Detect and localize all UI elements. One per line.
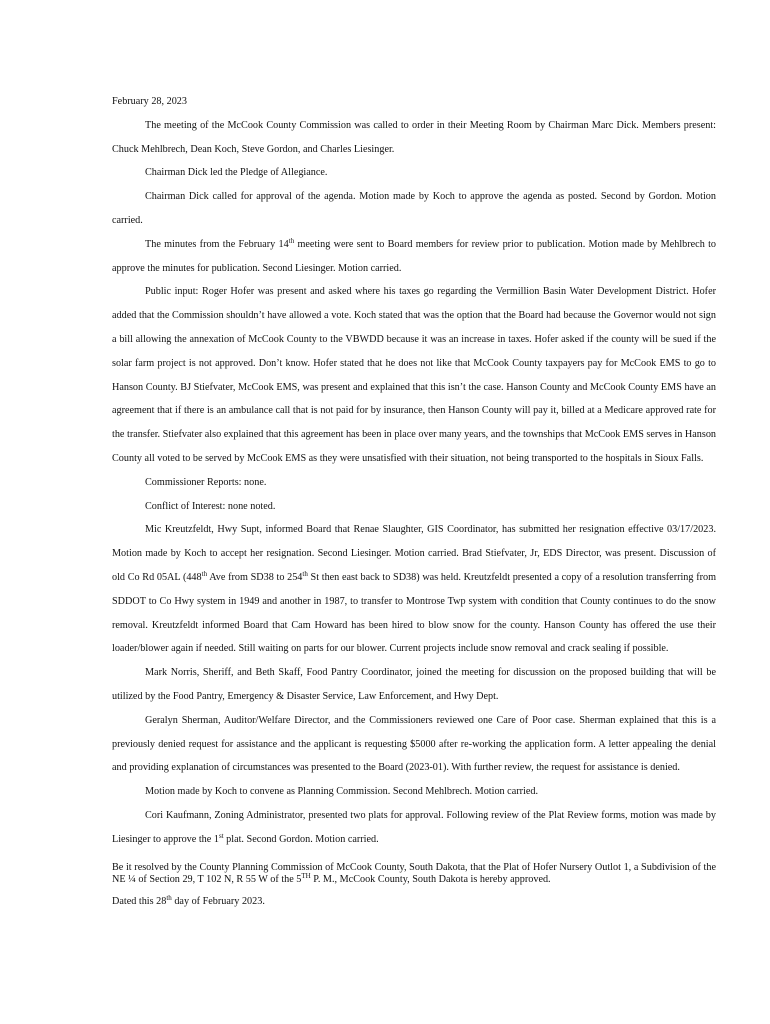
text-segment: plat. Second Gordon. Motion carried.: [223, 833, 379, 845]
superscript: th: [288, 236, 295, 245]
superscript: TH: [301, 871, 311, 880]
text-segment: meeting were sent to Board members for review prior to publication. Motion made by Mehlbrech to approve the minutes for publication. Second Liesinger. Motion carried.: [112, 238, 716, 274]
superscript: st: [218, 831, 224, 840]
paragraph-planning-commission: Motion made by Koch to convene as Planning Commission. Second Mehlbrech. Motion carried.: [145, 786, 538, 798]
paragraph-plats: [112, 804, 716, 852]
superscript: th: [201, 569, 208, 578]
paragraph-call-to-order: The meeting of the McCook County Commission was called to order in their Meeting Room by Chairman Marc Dick. Members present: Chuck Mehlbrech, Dean Koch, Steve Gordon, and Charles Liesinger.: [112, 119, 716, 155]
text-segment: P. M., McCook County, South Dakota is hereby approved.: [310, 873, 551, 885]
paragraph-food-pantry: Mark Norris, Sheriff, and Beth Skaff, Food Pantry Coordinator, joined the meeting for discussion on the proposed building that will be utilized by the Food Pantry, Emergency & Disaster Service, Law Enforcement, and Hwy Dept.: [112, 667, 716, 702]
paragraph-commissioner-reports: Commissioner Reports: none.: [145, 476, 267, 488]
text-segment: day of February 2023.: [171, 895, 265, 907]
superscript: th: [302, 569, 308, 578]
paragraph-pledge: Chairman Dick led the Pledge of Allegiance.: [145, 167, 328, 179]
paragraph-minutes: [112, 233, 716, 281]
dated-line: [112, 893, 716, 908]
paragraph-agenda: Chairman Dick called for approval of the agenda. Motion made by Koch to approve the agenda as posted. Second by Gordon. Motion carried.: [112, 191, 716, 226]
meeting-date: February 28, 2023: [112, 96, 187, 107]
paragraph-highway: [112, 518, 716, 661]
text-segment: St then east back to SD38) was held. Kreutzfeldt presented a copy of a resolution transferring from SDDOT to Co Hwy system in 1949 and another in 1987, to transfer to Montrose Twp system with condition that County continues to do the snow removal. Kreutzfeldt informed Board that Cam Howard has been hired to blow snow for the county. Hanson County has offered the use their loader/blower again if needed. Still waiting on parts for our blower. Current projects include snow removal and crack sealing if possible.: [112, 571, 716, 655]
text-segment: Mic Kreutzfeldt, Hwy Supt, informed Board that Renae Slaughter, GIS Coordinator, has submitted her resignation effective 03/17/2023. Motion made by Koch to accept her resignation. Second Liesinger. Motion carried. Brad Stiefvater, Jr, EDS Director, was present. Discussion of old Co Rd 05AL (448: [112, 524, 716, 583]
text-segment: Ave from SD38 to 254: [207, 571, 303, 583]
superscript: th: [166, 893, 172, 902]
paragraph-public-input: Public input: Roger Hofer was present and asked where his taxes go regarding the Vermillion Basin Water Development District. Hofer added that the Commission shouldn’t have allowed a vote. Koch stated that was the option that the Board had because the Governor would not sign a bill allowing the annexation of McCook County to the VBWDD because it was an increase in taxes. Hofer asked if the county will be sued if the solar farm project is not approved. Don’t know. Hofer stated that he does not like that McCook County taxpayers pay for McCook EMS to go to Hanson County. BJ Stiefvater, McCook EMS, was present and explained that this isn’t the case. Hanson County and McCook County EMS have an agreement that if there is an ambulance call that is not paid for by insurance, then Hanson County will pay it, billed at a Medicare approved rate for the transfer. Stiefvater also explained that this agreement has been in place over many years, and the townships that McCook EMS serves in Hanson County all voted to be served by McCook EMS as they were unsatisfied with their situation, not being transported to the hospitals in Sioux Falls.: [112, 286, 717, 464]
document-page: [112, 90, 716, 908]
paragraph-care-of-poor: Geralyn Sherman, Auditor/Welfare Director, and the Commissioners reviewed one Care of Poor case. Sherman explained that this is a previously denied request for assistance and the applicant is requesting $5000 after re-working the application form. A letter appealing the denial and providing explanation of circumstances was presented to the Board (2023-01). With further review, the request for assistance is denied.: [112, 714, 716, 774]
text-segment: Dated this 28: [112, 895, 167, 907]
text-segment: Cori Kaufmann, Zoning Administrator, presented two plats for approval. Following review of the Plat Review forms, motion was made by Liesinger to approve the 1: [112, 809, 716, 845]
text-segment: Be it resolved by the County Planning Commission of McCook County, South Dakota, that the Plat of Hofer Nursery Outlot 1, a Subdivision of the NE ¼ of Section 29, T 102 N, R 55 W of the 5: [112, 861, 716, 885]
resolution-text: [112, 862, 716, 886]
text-segment: The minutes from the February 14: [145, 238, 289, 250]
paragraph-conflict-of-interest: Conflict of Interest: none noted.: [145, 500, 276, 512]
